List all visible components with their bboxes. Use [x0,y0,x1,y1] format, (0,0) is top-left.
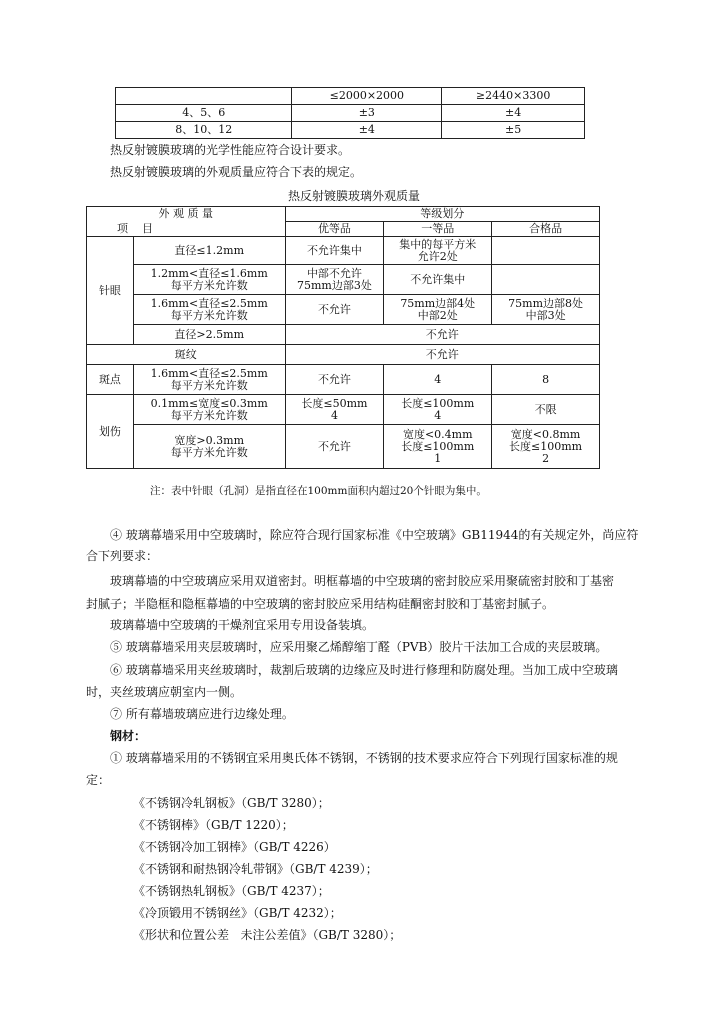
table-cell: 斑点 [87,365,134,395]
paragraph: 热反射镀膜玻璃的外观质量应符合下表的规定。 [110,165,363,179]
table-cell [133,295,285,325]
cell-line: 允许2处 [417,249,458,263]
table-cell: 不允许 [285,345,599,365]
cell-line: 1.6mm<直径≤2.5mm [150,296,268,310]
table-cell: 8、10、12 [116,122,292,139]
cell-line: 每平方米允许数 [170,308,248,322]
cell-line: 中部2处 [417,308,458,322]
table-cell: 不允许 [285,295,384,325]
table-cell: 不允许 [285,325,599,345]
cell-line: 每平方米允许数 [170,378,248,392]
paragraph: ⑦ 所有幕墙玻璃应进行边缘处理。 [110,707,294,721]
heading-text: 钢材： [110,729,147,743]
table-cell: 不限 [492,395,600,425]
cell-line: 长度≤100mm [401,439,475,453]
cell-line: 中部不允许 [306,266,362,280]
cell-line: 0.1mm≤宽度≤0.3mm [150,396,268,410]
table-cell: ≥2440×3300 [442,88,585,105]
table-cell [384,295,492,325]
paragraph: 玻璃幕墙的中空玻璃应采用双道密封。明框幕墙的中空玻璃的密封胶应采用聚硫密封胶和丁基密 [110,574,615,588]
standard-item: 《形状和位置公差 未注公差值》（GB/T 3280）； [133,928,402,942]
table-cell: 外 观 质 量 [87,207,286,222]
standard-item: 《不锈钢和耐热钢冷轧带钢》（GB/T 4239）； [133,862,378,876]
table-cell [384,425,492,469]
table-cell: 等级划分 [285,207,599,222]
paragraph: 玻璃幕墙中空玻璃的干燥剂宜采用专用设备装填。 [110,618,375,632]
paragraph: ④ 玻璃幕墙采用中空玻璃时，除应符合现行国家标准《中空玻璃》GB11944的有关规定外，尚应符 [110,528,639,542]
cell-line: 1 [434,451,442,465]
table-cell: 针眼 [87,237,134,345]
table-cell [133,425,285,469]
cell-line: 1.2mm<直径≤1.6mm [150,266,268,280]
cell-line: 长度≤100mm [509,439,583,453]
cell-line: 长度≤100mm [401,396,475,410]
table-row [116,122,585,139]
table-cell: 不允许 [285,425,384,469]
paragraph: 定： [86,773,111,787]
standard-item: 《冷顶锻用不锈钢丝》（GB/T 4232）； [133,906,342,920]
table-cell: 8 [492,365,600,395]
cell-line: 宽度>0.3mm [174,433,244,447]
table-cell: 划伤 [87,395,134,469]
table-title: 热反射镀膜玻璃外观质量 [288,189,421,203]
paragraph: 合下列要求： [86,549,159,563]
table-row [116,88,585,105]
table-cell: ±5 [442,122,585,139]
cell-line: 每平方米允许数 [170,445,248,459]
section-heading [110,729,146,743]
cell-line: 中部3处 [525,308,566,322]
table-cell [492,265,600,295]
cell-line: 宽度<0.4mm [402,427,473,441]
table-cell [116,88,292,105]
table-cell [133,395,285,425]
table-cell: 一等品 [384,222,492,237]
table-cell [285,395,384,425]
appearance-quality-table [86,206,600,469]
table-cell: ±4 [292,122,442,139]
table-cell [133,265,285,295]
cell-line: 4 [434,408,442,422]
table-cell: ±3 [292,105,442,122]
paragraph: ① 玻璃幕墙采用的不锈钢宜采用奥氏体不锈钢，不锈钢的技术要求应符合下列现行国家标准的规 [110,751,618,765]
table-cell: 不允许集中 [384,265,492,295]
table-cell: 4、5、6 [116,105,292,122]
table-cell [492,295,600,325]
paragraph: 时，夹丝玻璃应朝室内一侧。 [86,685,243,699]
table-cell [492,237,600,265]
cell-line: 1.6mm<直径≤2.5mm [150,366,268,380]
cell-line: 75mm边部4处 [400,296,476,310]
table-cell: 不允许 [285,365,384,395]
cell-line: 每平方米允许数 [170,408,248,422]
table-row [116,105,585,122]
table-cell: 直径≤1.2mm [133,237,285,265]
table-cell: ≤2000×2000 [292,88,442,105]
tolerance-table [115,87,585,139]
cell-line: 4 [330,408,338,422]
table-cell: 不允许集中 [285,237,384,265]
table-cell: 斑纹 [87,345,286,365]
cell-line: 宽度<0.8mm [510,427,581,441]
cell-line: 2 [542,451,550,465]
table-cell [492,425,600,469]
table-cell [384,237,492,265]
table-cell: 4 [384,365,492,395]
table-cell [285,265,384,295]
table-cell [133,365,285,395]
paragraph: ⑥ 玻璃幕墙采用夹丝玻璃时，裁割后玻璃的边缘应及时进行修理和防腐处理。当加工成中空玻璃 [110,663,618,677]
table-cell: 项 目 [87,222,286,237]
cell-line: 集中的每平方米 [399,237,477,251]
table-cell: ±4 [442,105,585,122]
paragraph: 封腻子；半隐框和隐框幕墙的中空玻璃的密封胶应采用结构硅酮密封胶和丁基密封腻子。 [86,597,555,611]
paragraph: 热反射镀膜玻璃的光学性能应符合设计要求。 [110,143,351,157]
standard-item: 《不锈钢冷加工钢棒》（GB/T 4226） [133,840,336,854]
standard-item: 《不锈钢热轧钢板》（GB/T 4237）； [133,884,330,898]
cell-line: 每平方米允许数 [170,278,248,292]
table-cell: 合格品 [492,222,600,237]
table-cell [384,395,492,425]
cell-line: 长度≤50mm [301,396,368,410]
table-note: 注：表中针眼（孔洞）是指直径在100mm面积内超过20个针眼为集中。 [150,485,487,497]
paragraph: ⑤ 玻璃幕墙采用夹层玻璃时，应采用聚乙烯醇缩丁醛（PVB）胶片干法加工合成的夹层玻璃。 [110,640,608,654]
table-cell: 直径>2.5mm [133,325,285,345]
cell-line: 75mm边部8处 [508,296,583,310]
standard-item: 《不锈钢冷轧钢板》（GB/T 3280）； [133,796,330,810]
cell-line: 75mm边部3处 [297,278,372,292]
standard-item: 《不锈钢棒》（GB/T 1220）； [133,818,294,832]
table-cell: 优等品 [285,222,384,237]
